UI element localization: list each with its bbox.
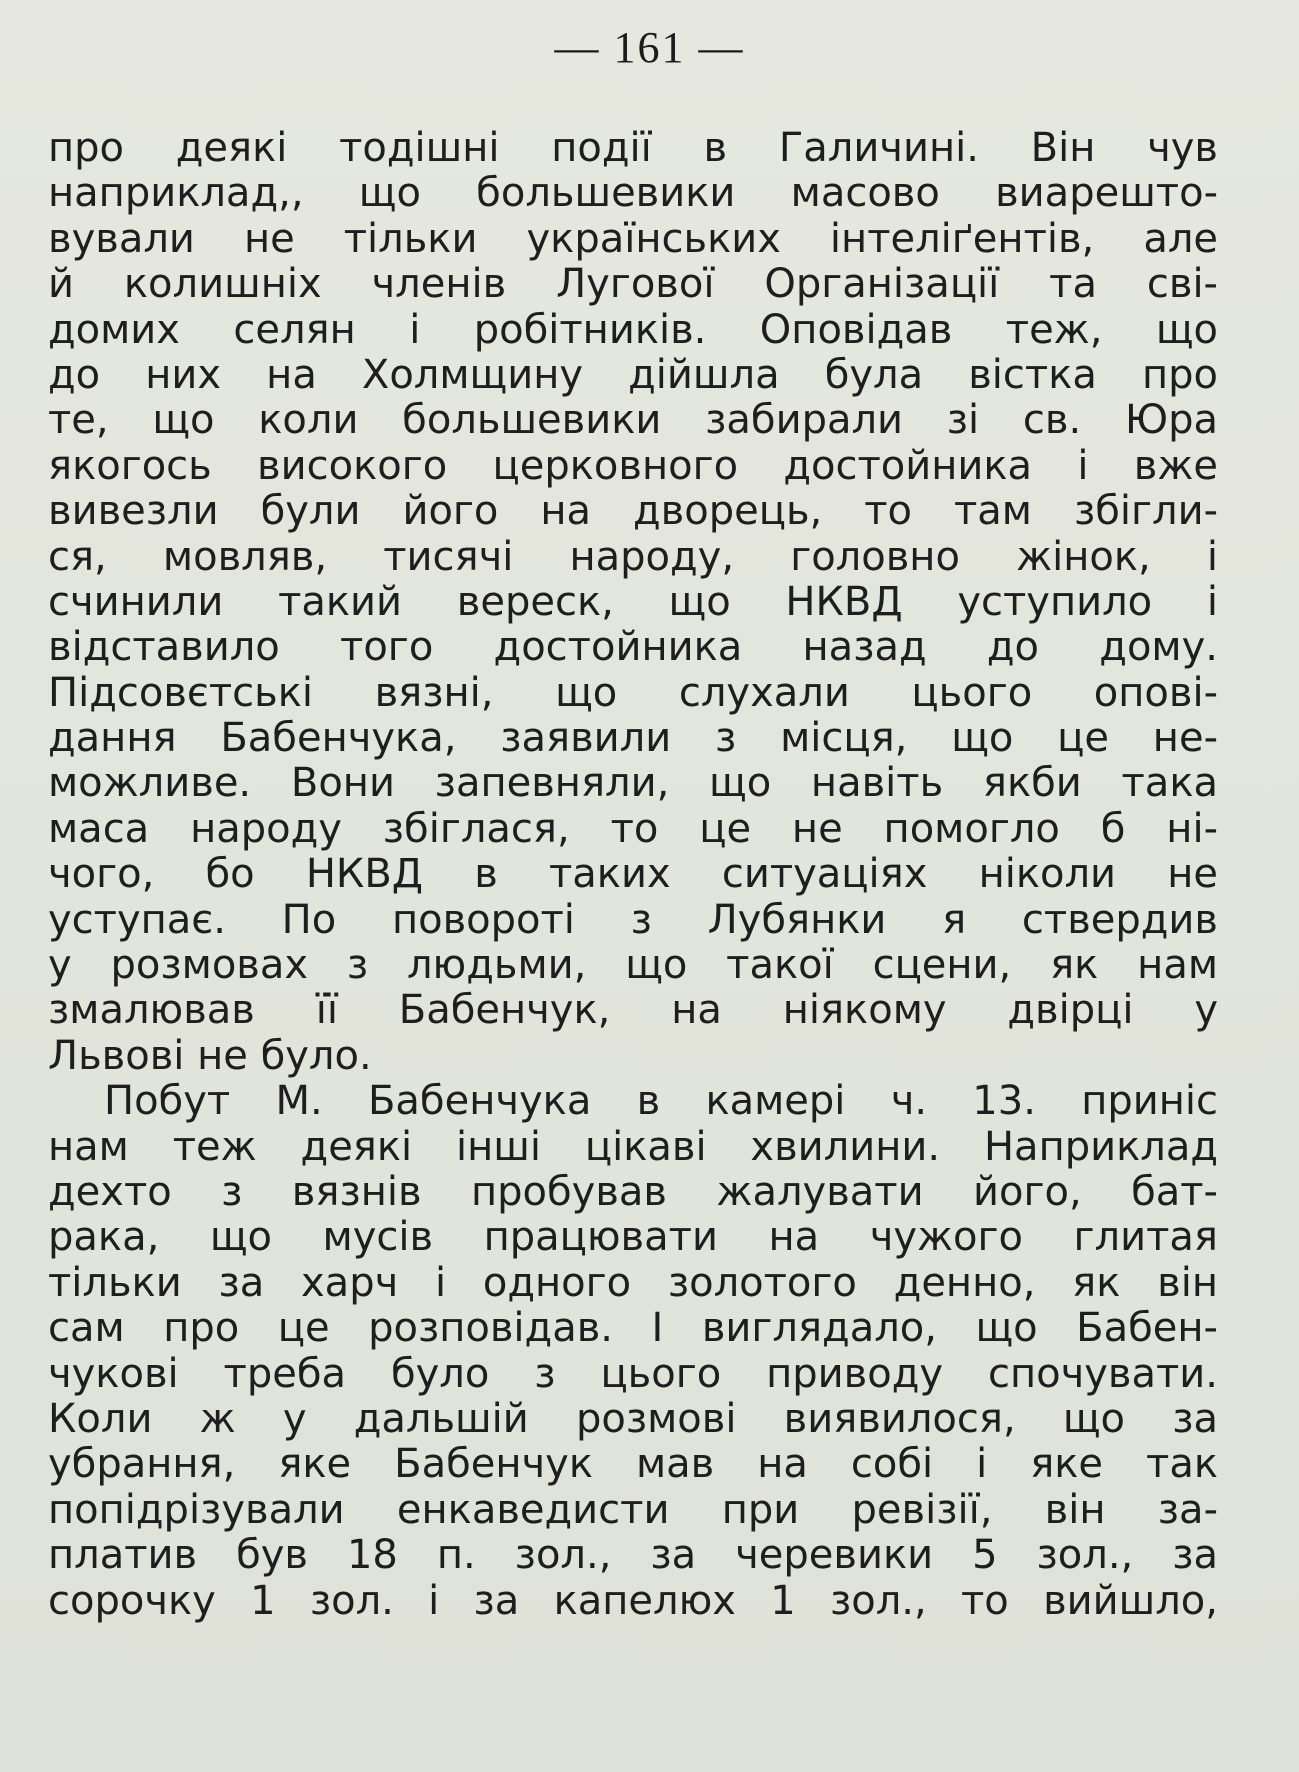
text-line: нам теж деякі інші цікаві хвилини. Наприклад [48,1123,1218,1170]
text-line: якогось високого церковного достойника і вже [48,442,1218,489]
text-line: вивезли були його на дворець, то там збігли- [48,488,1218,535]
text-line: Коли ж у дальшій розмові виявилося, що за [48,1395,1218,1442]
text-line: вували не тільки українських інтеліґентів, але [48,215,1218,262]
text-line: ся, мовляв, тисячі народу, головно жінок, і [48,533,1218,580]
text-line: чукові треба було з цього приводу спочувати. [48,1350,1218,1397]
text-line: сорочку 1 зол. і за капелюх 1 зол., то вийшло, [48,1577,1218,1624]
text-line: Підсовєтські вязні, що слухали цього опові- [48,669,1218,716]
text-line: платив був 18 п. зол., за черевики 5 зол., за [48,1532,1218,1579]
text-line: дання Бабенчука, заявили з місця, що це не- [48,715,1218,762]
text-line: сам про це розповідав. І виглядало, що Бабен- [48,1305,1218,1352]
text-line: тільки за харч і одного золотого денно, як він [48,1259,1218,1306]
text-line: Побут М. Бабенчука в камері ч. 13. приніс [104,1078,1218,1125]
text-line: попідрізували енкаведисти при ревізії, він за- [48,1486,1218,1533]
text-line: наприклад,, що большевики масово виарешто- [48,170,1218,217]
text-line: маса народу збіглася, то це не помогло б ні- [48,805,1218,852]
text-line: можливе. Вони запевняли, що навіть якби така [48,760,1218,807]
text-line: дехто з вязнів пробував жалувати його, бат- [48,1168,1218,1215]
text-line: змалював її Бабенчук, на ніякому двірці у [48,987,1218,1034]
body-text [48,126,1218,1624]
text-line: уступає. По повороті з Лубянки я ствердив [48,896,1218,943]
text-line: убрання, яке Бабенчук мав на собі і яке так [48,1441,1218,1488]
text-line: домих селян і робітників. Оповідав теж, що [48,306,1218,353]
text-line: те, що коли большевики забирали зі св. Юра [48,397,1218,444]
text-line: Львові не було. [48,1032,372,1079]
text-line: счинили такий вереск, що НКВД уступило і [48,578,1218,625]
text-line: рака, що мусів працювати на чужого глитая [48,1214,1218,1261]
text-line: чого, бо НКВД в таких ситуаціях ніколи не [48,851,1218,898]
text-line: до них на Холмщину дійшла була вістка про [48,351,1218,398]
text-line: відставило того достойника назад до дому. [48,624,1218,671]
text-line: у розмовах з людьми, що такої сцени, як нам [48,942,1218,989]
text-line: про деякі тодішні події в Галичині. Він чув [48,125,1218,171]
text-line: й колишніх членів Лугової Організації та сві- [48,261,1218,308]
page-number: — 161 — [554,23,745,72]
